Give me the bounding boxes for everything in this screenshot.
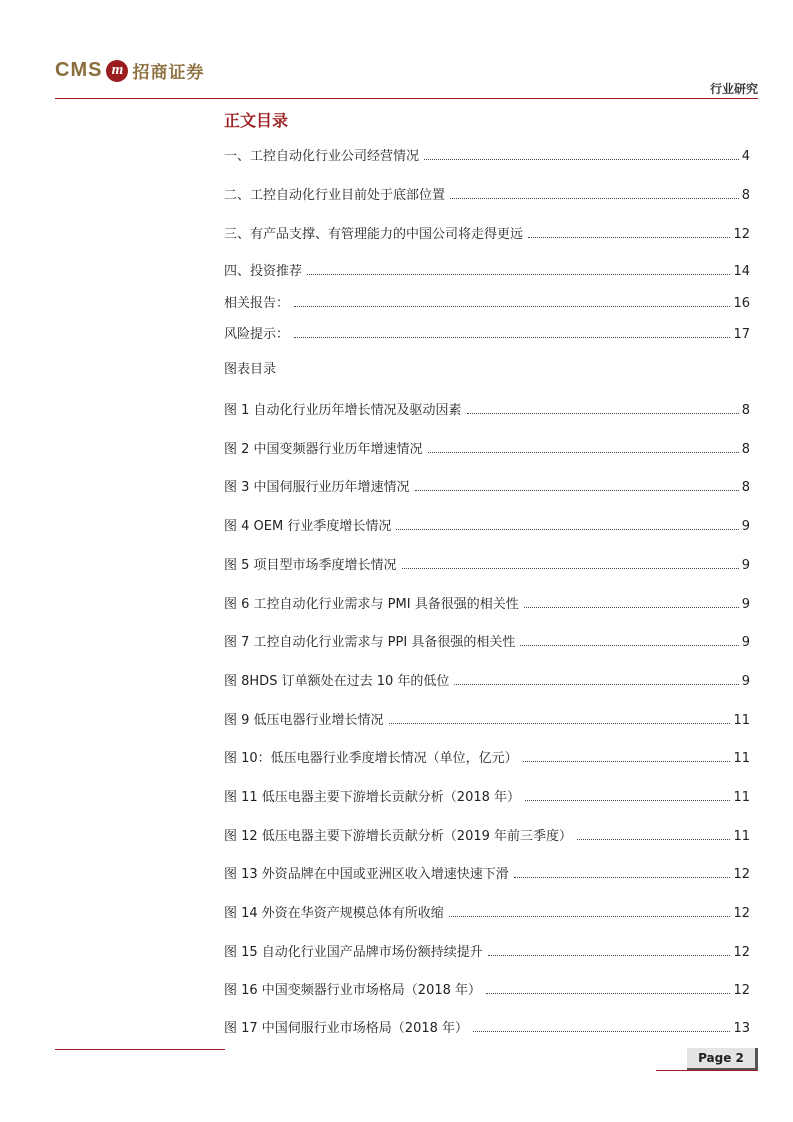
logo-seal-icon: m: [106, 60, 128, 82]
leader-dots: [525, 786, 730, 801]
leader-dots: [415, 476, 739, 491]
figure-entry-page: 12: [733, 867, 750, 882]
figure-entry[interactable]: [224, 825, 750, 845]
toc-entry-page: 16: [733, 296, 750, 311]
toc-entry-page: 14: [733, 264, 750, 279]
page-header: [55, 58, 758, 98]
report-section-label: 行业研究: [709, 82, 758, 96]
leader-dots: [524, 593, 739, 608]
figure-entry-page: 13: [733, 1021, 750, 1036]
leader-dots: [294, 323, 730, 338]
toc-entry-label: 一、工控自动化行业公司经营情况: [224, 149, 420, 164]
leader-dots: [486, 979, 730, 994]
figure-entry[interactable]: [224, 786, 750, 806]
toc-entry-page: 4: [741, 149, 750, 164]
figure-entry-label: 图 13 外资品牌在中国或亚洲区收入增速快速下滑: [224, 867, 509, 882]
figure-entry[interactable]: [224, 747, 750, 767]
figure-entry-page: 9: [741, 635, 750, 650]
figure-entry-label: 图 8HDS 订单额处在过去 10 年的低位: [224, 674, 450, 689]
figure-entry-label: 图 1 自动化行业历年增长情况及驱动因素: [224, 403, 462, 418]
figure-entry-page: 11: [733, 829, 750, 844]
figure-entry[interactable]: [224, 863, 750, 883]
leader-dots: [473, 1017, 730, 1032]
figure-entry[interactable]: [224, 438, 750, 458]
figure-entry-page: 11: [733, 751, 750, 766]
leader-dots: [467, 399, 739, 414]
toc-entry[interactable]: [224, 223, 750, 243]
figure-entry[interactable]: [224, 941, 750, 961]
leader-dots: [520, 631, 738, 646]
toc-entry-label: 四、投资推荐: [224, 264, 303, 279]
leader-dots: [454, 670, 738, 685]
figures-heading: 图表目录: [224, 362, 277, 377]
leader-dots: [402, 554, 739, 569]
figure-entry-label: 图 3 中国伺服行业历年增速情况: [224, 480, 410, 495]
leader-dots: [424, 145, 739, 160]
figure-entry[interactable]: [224, 902, 750, 922]
figure-entry[interactable]: [224, 593, 750, 613]
figure-entry-label: 图 5 项目型市场季度增长情况: [224, 558, 397, 573]
figure-entry-label: 图 7 工控自动化行业需求与 PPI 具备很强的相关性: [224, 635, 516, 650]
figure-entry-label: 图 17 中国伺服行业市场格局（2018 年）: [224, 1021, 469, 1036]
leader-dots: [294, 292, 730, 307]
figure-entry-page: 8: [741, 403, 750, 418]
toc-entry-page: 8: [741, 188, 750, 203]
figure-entry-page: 8: [741, 442, 750, 457]
figure-entry[interactable]: [224, 979, 750, 999]
figure-entry-label: 图 11 低压电器主要下游增长贡献分析（2018 年）: [224, 790, 521, 805]
figure-entry[interactable]: [224, 554, 750, 574]
figure-entry-page: 9: [741, 558, 750, 573]
figure-entry-label: 图 12 低压电器主要下游增长贡献分析（2019 年前三季度）: [224, 829, 573, 844]
leader-dots: [577, 825, 730, 840]
toc-entry-label: 相关报告：: [224, 296, 290, 311]
figure-entry-label: 图 10：低压电器行业季度增长情况（单位，亿元）: [224, 751, 518, 766]
toc-entry-label: 风险提示：: [224, 327, 290, 342]
toc-entry-label: 三、有产品支撑、有管理能力的中国公司将走得更远: [224, 227, 524, 242]
toc-entry[interactable]: [224, 292, 750, 312]
figure-entry-label: 图 14 外资在华资产规模总体有所收缩: [224, 906, 444, 921]
page-number-badge: Page 2: [687, 1048, 758, 1071]
logo-cms-text: CMS: [55, 59, 103, 81]
figure-entry-page: 9: [741, 519, 750, 534]
logo-company-name: 招商证券: [132, 63, 205, 83]
leader-dots: [389, 709, 731, 724]
figure-entry[interactable]: [224, 1017, 750, 1037]
cms-logo: [55, 58, 204, 83]
figure-entry-label: 图 4 OEM 行业季度增长情况: [224, 519, 392, 534]
toc-entry[interactable]: [224, 184, 750, 204]
toc-entry[interactable]: [224, 260, 750, 280]
figure-entry[interactable]: [224, 399, 750, 419]
figure-entry-page: 11: [733, 713, 750, 728]
toc-title: 正文目录: [224, 111, 289, 130]
leader-dots: [523, 747, 731, 762]
leader-dots: [514, 863, 731, 878]
toc-entry[interactable]: [224, 145, 750, 165]
figure-entry-label: 图 15 自动化行业国产品牌市场份额持续提升: [224, 945, 483, 960]
toc-entry[interactable]: [224, 323, 750, 343]
header-divider: [55, 98, 758, 99]
figure-entry[interactable]: [224, 670, 750, 690]
footer-divider: [55, 1049, 225, 1050]
figure-entry[interactable]: [224, 709, 750, 729]
figure-entry-page: 11: [733, 790, 750, 805]
figure-entry-label: 图 9 低压电器行业增长情况: [224, 713, 384, 728]
figure-entry-page: 12: [733, 906, 750, 921]
figure-entry-label: 图 6 工控自动化行业需求与 PMI 具备很强的相关性: [224, 597, 519, 612]
figure-entry-label: 图 16 中国变频器行业市场格局（2018 年）: [224, 983, 482, 998]
toc-entry-page: 12: [733, 227, 750, 242]
leader-dots: [307, 260, 730, 275]
leader-dots: [528, 223, 730, 238]
leader-dots: [428, 438, 739, 453]
figure-entry-label: 图 2 中国变频器行业历年增速情况: [224, 442, 423, 457]
leader-dots: [488, 941, 731, 956]
figure-entry[interactable]: [224, 515, 750, 535]
figure-entry-page: 9: [741, 674, 750, 689]
figure-entry-page: 9: [741, 597, 750, 612]
toc-entry-label: 二、工控自动化行业目前处于底部位置: [224, 188, 446, 203]
toc-entry-page: 17: [733, 327, 750, 342]
figure-entry-page: 12: [733, 983, 750, 998]
leader-dots: [396, 515, 738, 530]
figure-entry[interactable]: [224, 631, 750, 651]
figure-entry-page: 12: [733, 945, 750, 960]
figure-entry[interactable]: [224, 476, 750, 496]
figure-entry-page: 8: [741, 480, 750, 495]
leader-dots: [450, 184, 739, 199]
page-number-underline: [656, 1070, 758, 1071]
leader-dots: [449, 902, 731, 917]
